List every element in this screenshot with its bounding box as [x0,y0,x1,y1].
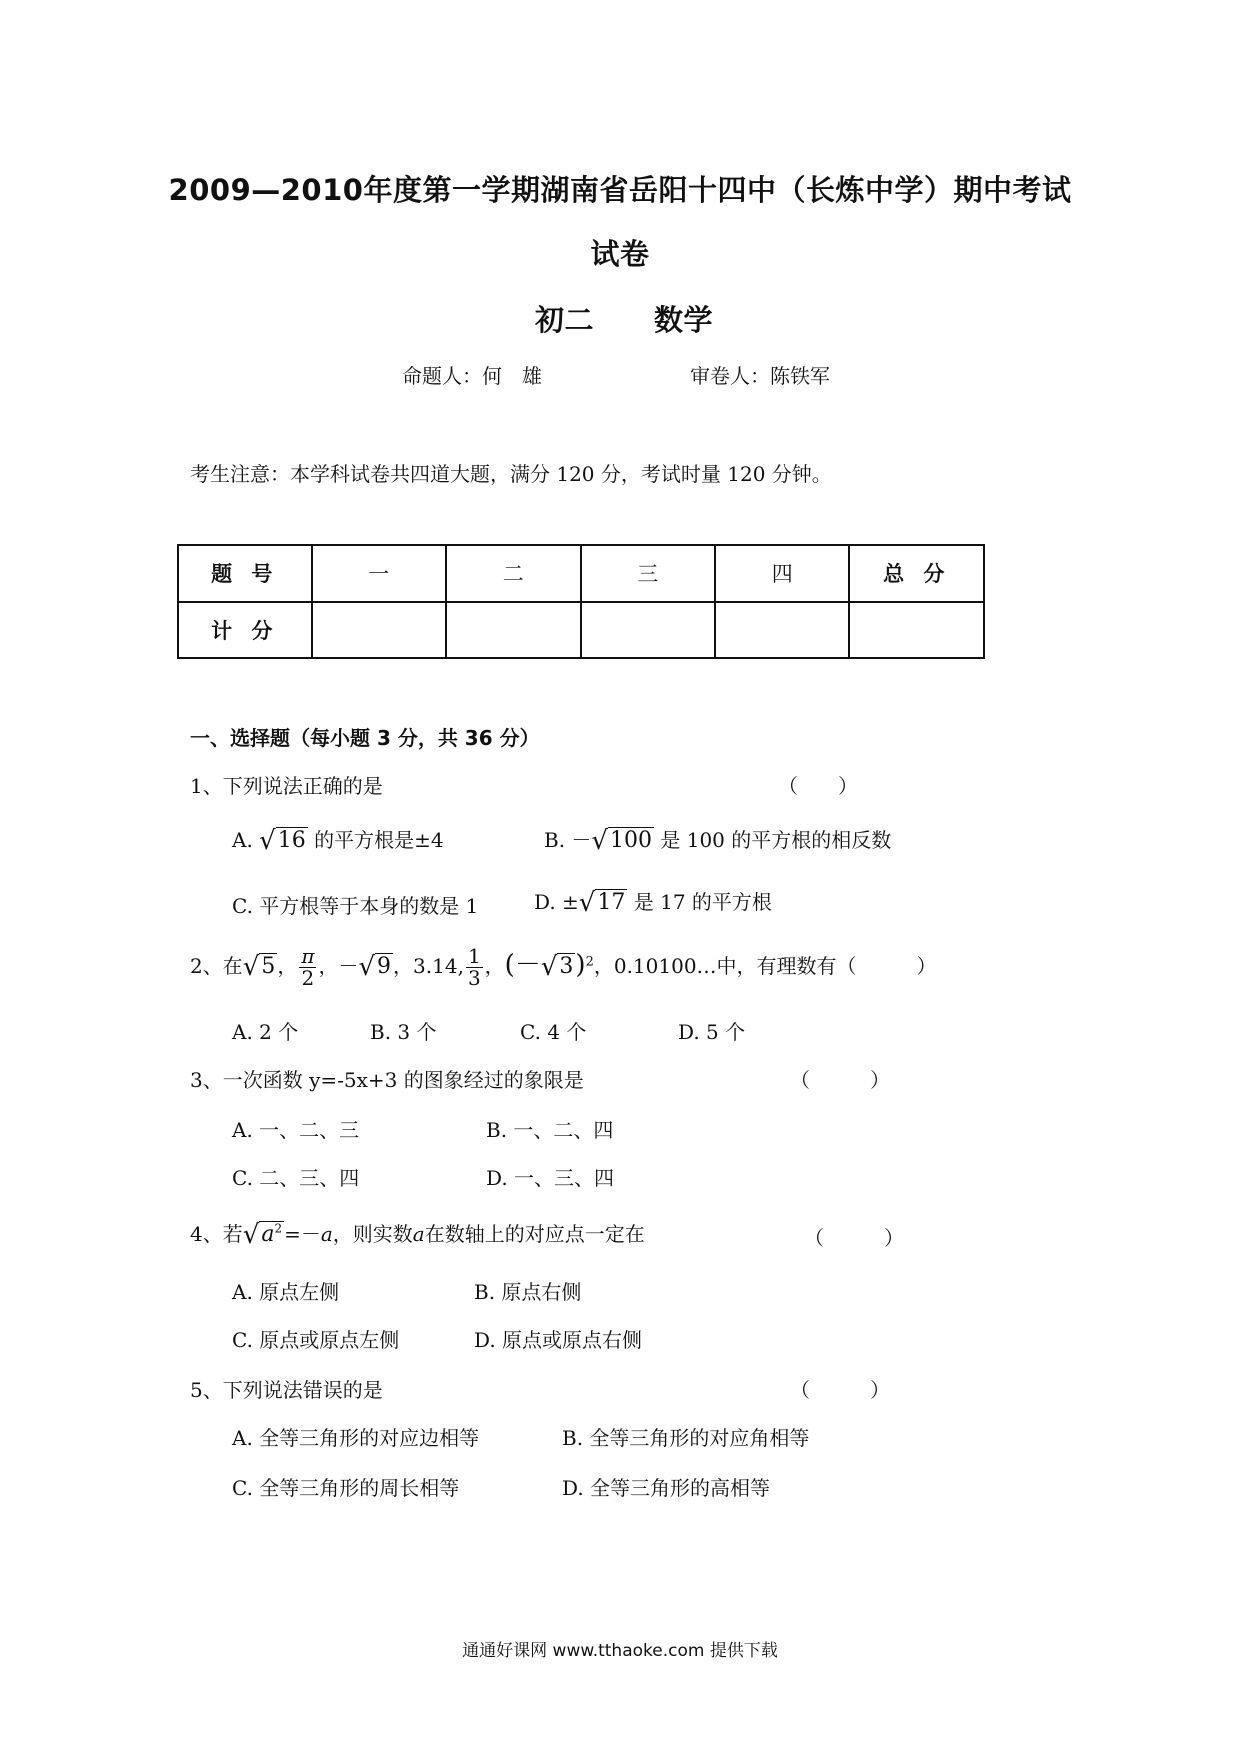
score-header-cell: 总 分 [849,545,984,602]
exponent: 2 [585,954,594,970]
question-3-stem: 3、一次函数 y=-5x+3 的图象经过的象限是 [190,1068,584,1092]
question-4-option-a: A. 原点左侧 [232,1280,340,1304]
question-2-option-b: B. 3 个 [370,1020,437,1044]
answer-paren: （ ） [778,774,858,798]
question-4-option-b: B. 原点右侧 [474,1280,582,1304]
denominator: 3 [467,966,481,990]
subtitle-grade: 初二 [535,303,595,337]
page-title-line2: 试卷 [590,237,650,271]
stem-prefix: 4、若 [190,1222,243,1246]
page-footer: 通通好课网 www.tthaoke.com 提供下载 [462,1641,778,1661]
radicand: 100 [610,828,652,853]
section-heading: 一、选择题（每小题 3 分，共 36 分） [190,726,540,750]
sqrt-expression: √3 [540,952,574,982]
author-label: 命题人：何 雄 [402,364,542,388]
question-3-option-a: A. 一、二、三 [232,1118,360,1142]
separator: ， [484,954,505,978]
separator: ，－ [318,954,359,978]
denominator: 2 [301,966,315,990]
question-4-option-d: D. 原点或原点右侧 [474,1328,643,1352]
score-header-cell: 四 [715,545,849,602]
sqrt-expression: √9 [358,952,392,982]
option-prefix: D. ± [534,890,579,914]
radicand: 16 [277,828,306,853]
question-3-option-d: D. 一、三、四 [486,1166,615,1190]
subtitle-subject: 数学 [654,303,714,337]
answer-paren: （ ） [790,1378,890,1402]
numerator: 1 [467,944,481,968]
sqrt-expression: √5 [242,952,276,982]
option-prefix: A. [232,828,253,852]
fraction-one-third [466,946,483,989]
score-row-label: 计 分 [178,602,312,659]
option-text: 是 100 的平方根的相反数 [660,828,892,852]
exam-notice: 考生注意：本学科试卷共四道大题，满分 120 分，考试时量 120 分钟。 [190,462,832,486]
score-header-cell: 题 号 [178,545,312,602]
sqrt-expression: √17 [578,888,626,918]
question-5-option-c: C. 全等三角形的周长相等 [232,1476,460,1500]
question-1-option-b [544,824,891,854]
score-cell [312,602,446,659]
variable: a [320,1222,333,1246]
stem-prefix: 2、在 [190,954,243,978]
radicand: 17 [597,890,626,915]
paren-close: ) [575,950,586,980]
question-2-option-d: D. 5 个 [678,1020,746,1044]
page-title: 2009—2010年度第一学期湖南省岳阳十四中（长炼中学）期中考试 [168,173,1072,207]
answer-paren: （ ） [804,1226,904,1250]
stem-middle: ，则实数 [332,1222,413,1246]
question-3-option-c: C. 二、三、四 [232,1166,360,1190]
score-cell [446,602,580,659]
sqrt-expression: √100 [591,826,652,856]
question-2-option-a: A. 2 个 [232,1020,299,1044]
question-5-stem: 5、下列说法错误的是 [190,1378,383,1402]
score-table-header-row [178,545,984,602]
reviewer-label: 审卷人：陈铁军 [690,364,830,388]
question-5-option-a: A. 全等三角形的对应边相等 [232,1426,480,1450]
score-cell [715,602,849,659]
question-5-option-d: D. 全等三角形的高相等 [562,1476,771,1500]
stem-tail: 在数轴上的对应点一定在 [424,1222,645,1246]
question-2-stem [190,944,937,989]
question-1-option-d [534,886,772,916]
option-text: 的平方根是±4 [314,828,444,852]
score-cell [581,602,715,659]
fraction-pi-over-2 [299,946,316,989]
numerator: π [301,944,315,968]
question-5-option-b: B. 全等三角形的对应角相等 [562,1426,810,1450]
score-header-cell: 一 [312,545,446,602]
exponent: 2 [274,1221,283,1236]
paren-open: (－ [504,950,541,980]
separator: ，3.14, [393,954,464,978]
radicand: 9 [377,954,392,979]
score-header-cell: 三 [581,545,715,602]
question-1-option-c: C. 平方根等于本身的数是 1 [232,894,479,918]
question-3-option-b: B. 一、二、四 [486,1118,614,1142]
variable: a [412,1222,425,1246]
score-cell [849,602,984,659]
question-4-stem [190,1218,645,1248]
equals-minus: =－ [284,1222,321,1246]
radicand: 3 [559,954,574,979]
sqrt-expression: $√a^2$ [242,1220,283,1250]
score-header-cell: 二 [446,545,580,602]
answer-paren: （ ） [790,1068,890,1092]
score-table-score-row [178,602,984,659]
sqrt-expression: √16 [259,826,306,856]
stem-tail: ，0.10100…中，有理数有（ ） [593,954,937,978]
question-4-option-c: C. 原点或原点左侧 [232,1328,400,1352]
question-1-option-a [232,824,444,854]
radicand: 5 [261,954,276,979]
question-1-stem: 1、下列说法正确的是 [190,774,383,798]
option-text: 是 17 的平方根 [633,890,772,914]
separator: ， [277,954,298,978]
radicand: $a^2$ [261,1221,283,1247]
question-2-option-c: C. 4 个 [520,1020,587,1044]
score-table [177,544,985,659]
option-prefix: B. － [544,828,592,852]
